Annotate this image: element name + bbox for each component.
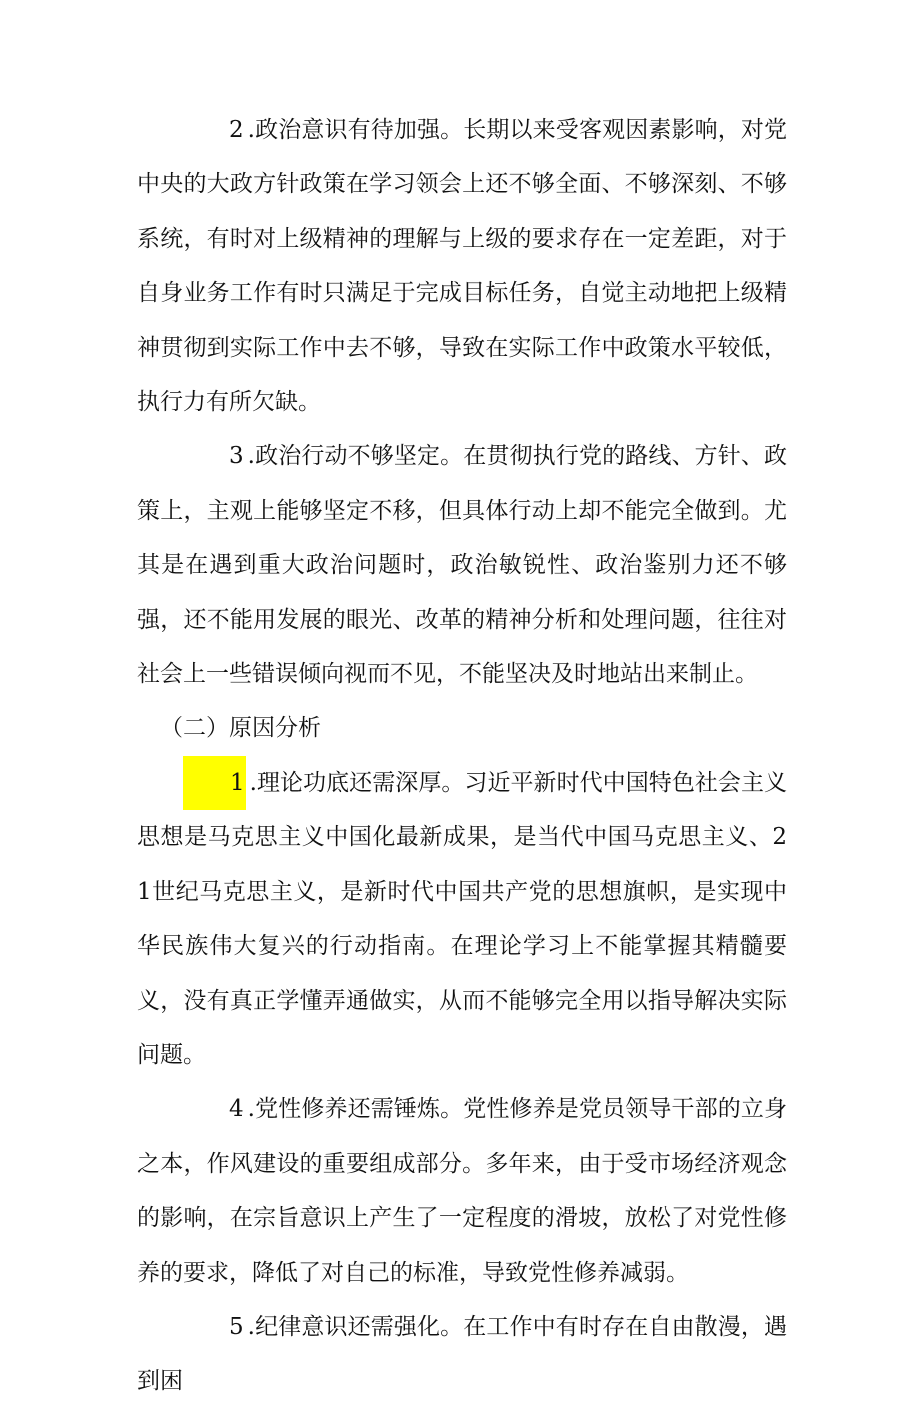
paragraph-text: .政治行动不够坚定。在贯彻执行党的路线、方针、政策上，主观上能够坚定不移，但具体行动上却不能完全做到。尤其是在遇到重大政治问题时，政治敏锐性、政治鉴别力还不够强，还不能用发展的眼光、改革的精神分析和处理问题，往往对社会上一些错误倾向视而不见，不能坚决及时地站出来制止。 [137, 443, 787, 688]
paragraph-number: 5 [229, 1313, 244, 1340]
paragraph-text: .纪律意识还需强化。在工作中有时存在自由散漫，遇到困 [137, 1313, 787, 1395]
paragraph-text: .政治意识有待加强。长期以来受客观因素影响，对党中央的大政方针政策在学习领会上还不够全面、不够深刻、不够系统，有时对上级精神的理解与上级的要求存在一定差距，对于自身业务工作有时只满足于完成目标任务，自觉主动地把上级精神贯彻到实际工作中去不够，导致在实际工作中政策水平较低，执行力有所欠缺。 [137, 117, 787, 416]
section-heading-cause-analysis: （二）原因分析 [160, 715, 321, 742]
paragraph-1-theory [137, 756, 787, 1082]
paragraph-3 [137, 429, 787, 701]
document-body [137, 103, 787, 1409]
paragraph-number: 3 [229, 443, 244, 470]
paragraph-text: .党性修养还需锤炼。党性修养是党员领导干部的立身之本，作风建设的重要组成部分。多年来，由于受市场经济观念的影响，在宗旨意识上产生了一定程度的滑坡，放松了对党性修养的要求，降低了对自己的标准，导致党性修养减弱。 [137, 1096, 787, 1286]
paragraph-4 [137, 1082, 787, 1300]
paragraph-5 [137, 1300, 787, 1409]
paragraph-number: 2 [229, 117, 244, 143]
paragraph-2 [137, 103, 787, 429]
highlighted-paragraph-number: 1 [183, 756, 246, 810]
paragraph-number: 4 [229, 1096, 244, 1123]
paragraph-text: .理论功底还需深厚。习近平新时代中国特色社会主义思想是马克思主义中国化最新成果，是当代中国马克思主义、21世纪马克思主义，是新时代中国共产党的思想旗帜，是实现中华民族伟大复兴的行动指南。在理论学习上不能掌握其精髓要义，没有真正学懂弄通做实，从而不能够完全用以指导解决实际问题。 [137, 769, 787, 1068]
